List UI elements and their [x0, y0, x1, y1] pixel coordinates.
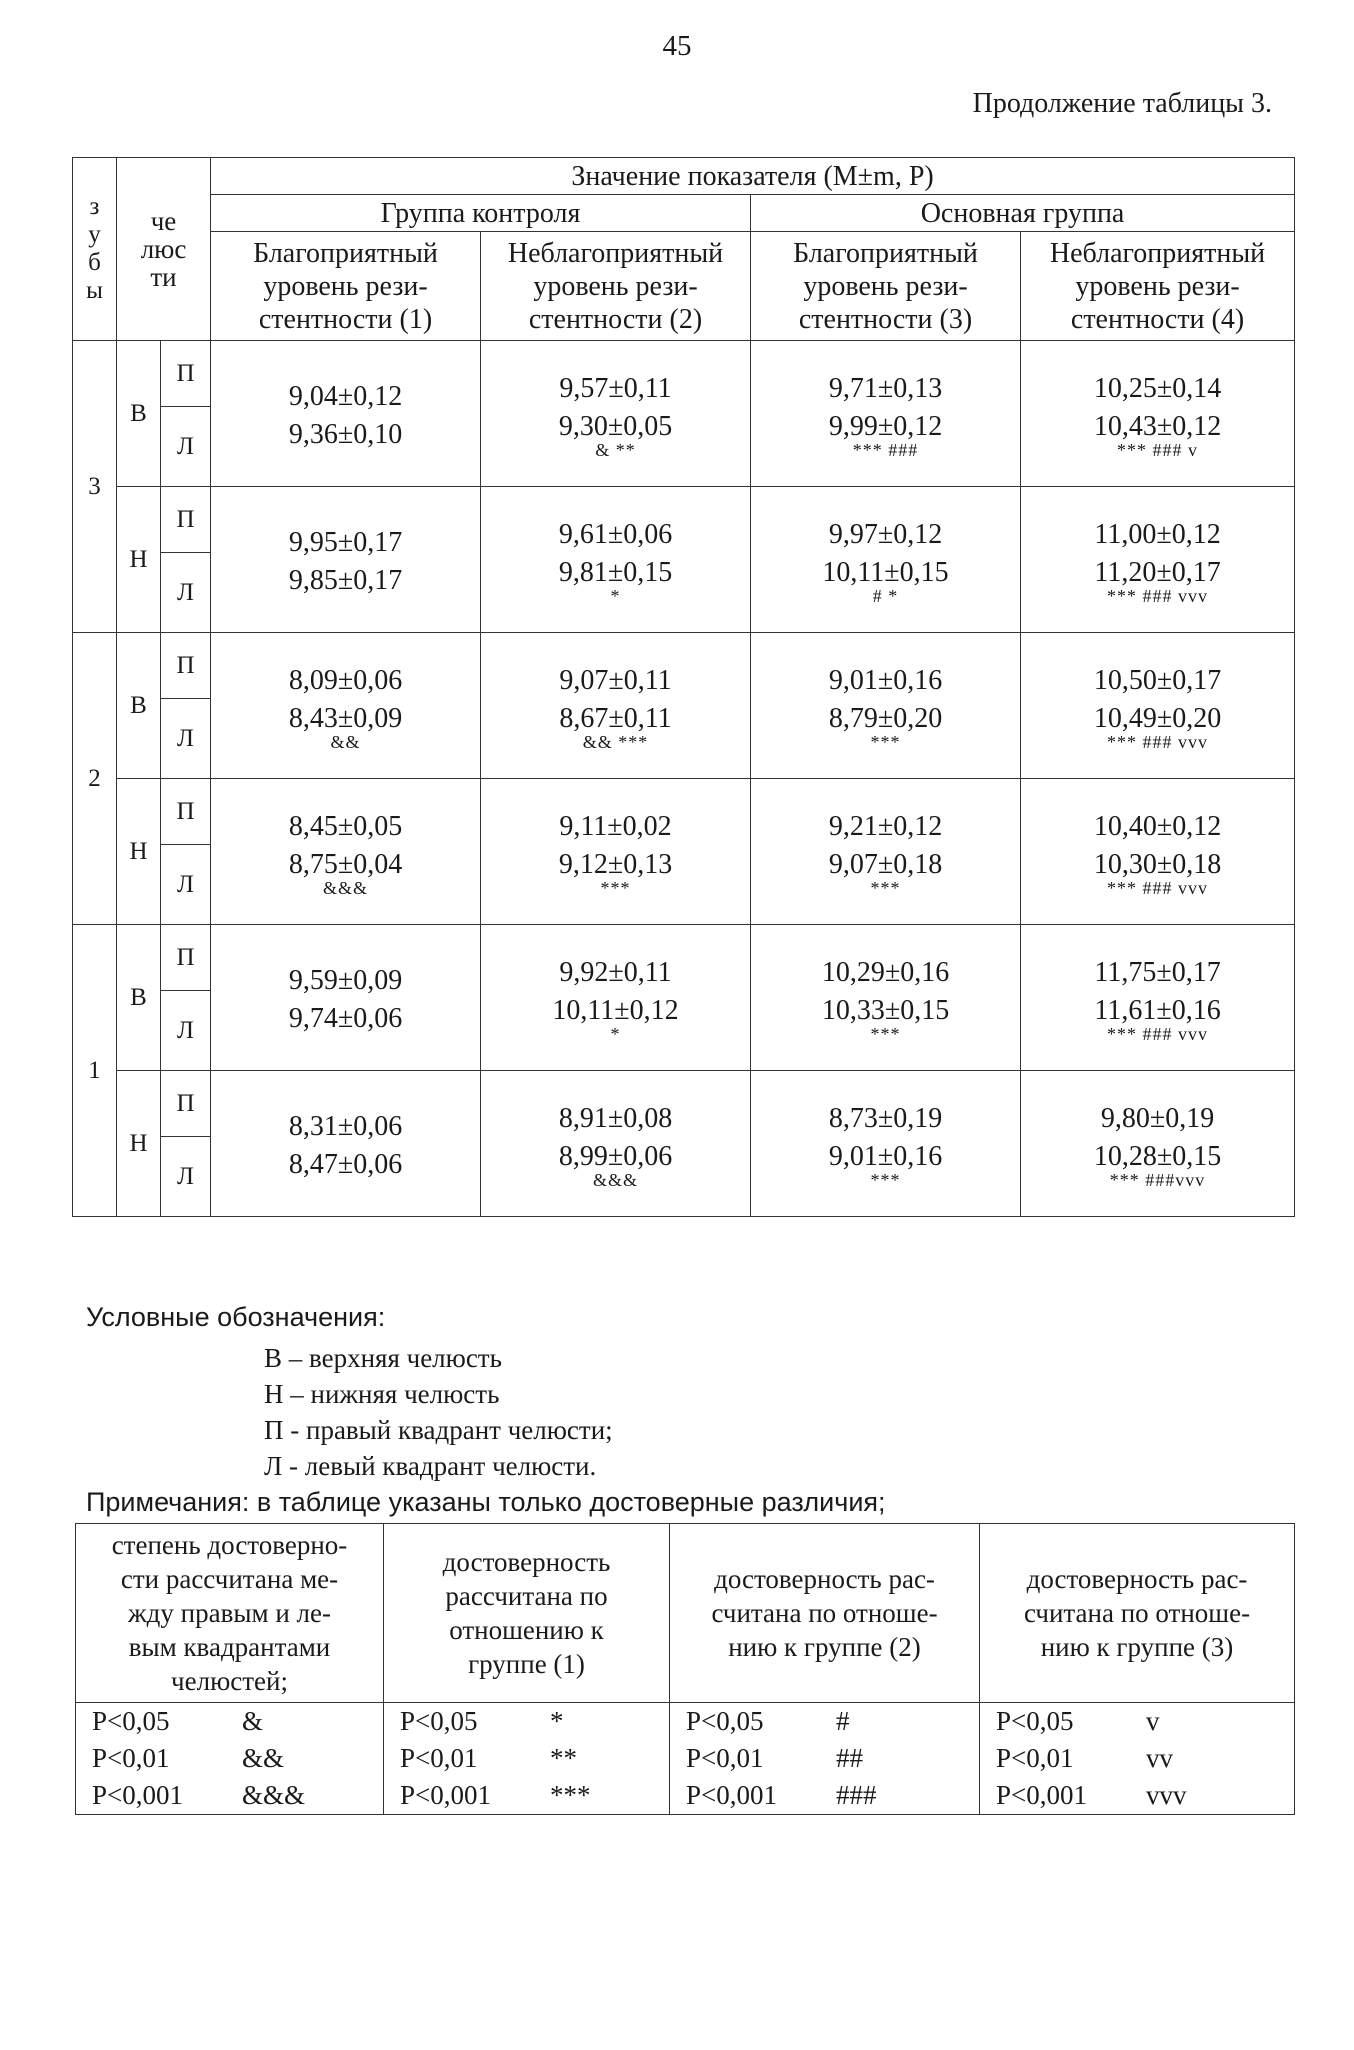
notes-value-cell [670, 1740, 980, 1777]
value-left: 10,11±0,15 [822, 556, 949, 588]
significance-marks: && [330, 731, 361, 752]
side-right-label: П [161, 341, 211, 407]
p-value: P<0,001 [996, 1780, 1087, 1810]
significance-symbol: # [836, 1706, 850, 1736]
significance-marks: &&& [323, 877, 369, 898]
p-value: P<0,01 [400, 1743, 478, 1773]
notes-value-cell [384, 1703, 670, 1741]
notes-value-cell [980, 1777, 1295, 1815]
value-left: 9,74±0,06 [288, 1002, 403, 1034]
notes-value-cell [76, 1740, 384, 1777]
p-value: P<0,001 [400, 1780, 491, 1810]
value-right: 9,57±0,11 [559, 372, 672, 404]
main-group-header: Основная группа [751, 195, 1295, 232]
significance-notes-table [75, 1523, 1295, 1815]
value-left: 10,43±0,12 [1093, 410, 1222, 442]
value-left: 8,75±0,04 [288, 848, 403, 880]
value-right: 9,21±0,12 [828, 810, 943, 842]
jaw-label: Н [117, 487, 161, 633]
value-right: 9,11±0,02 [559, 810, 672, 842]
value-right: 8,09±0,06 [288, 664, 403, 696]
jaw-column-header: че люс ти [117, 158, 211, 341]
significance-marks: *** [600, 877, 631, 898]
significance-marks: * [610, 585, 621, 606]
legend-item: Л - левый квадрант челюсти. [264, 1451, 597, 1481]
significance-marks: *** ### vvv [1107, 585, 1209, 606]
side-left-label: Л [161, 407, 211, 487]
value-cell [481, 341, 751, 487]
value-right: 9,07±0,11 [559, 664, 672, 696]
notes-header-cell: достоверность рас- считана по отноше- нию к группе (3) [980, 1524, 1295, 1703]
col3-header: Благоприятный уровень рези- стентности (3) [751, 232, 1021, 341]
value-right: 9,61±0,06 [558, 518, 673, 550]
value-cell [211, 341, 481, 487]
side-right-label: П [161, 487, 211, 553]
value-right: 10,29±0,16 [821, 956, 950, 988]
value-cell [481, 487, 751, 633]
value-left: 11,61±0,16 [1094, 994, 1221, 1026]
legend-title: Условные обозначения: [86, 1302, 386, 1332]
side-left-label: Л [161, 845, 211, 925]
significance-symbol: && [242, 1743, 285, 1773]
jaw-label: В [117, 633, 161, 779]
p-value: P<0,01 [92, 1743, 170, 1773]
legend-item: В – верхняя челюсть [264, 1343, 502, 1373]
value-left: 10,49±0,20 [1093, 702, 1222, 734]
value-right: 10,25±0,14 [1093, 372, 1222, 404]
value-left: 8,67±0,11 [559, 702, 672, 734]
value-right: 8,73±0,19 [828, 1102, 943, 1134]
significance-symbol: vv [1146, 1743, 1173, 1773]
value-right: 9,01±0,16 [828, 664, 943, 696]
value-cell [751, 633, 1021, 779]
value-cell [1021, 487, 1295, 633]
side-right-label: П [161, 925, 211, 991]
value-title-header: Значение показателя (M±m, P) [211, 158, 1295, 195]
results-table [72, 157, 1295, 1217]
value-left: 8,99±0,06 [558, 1140, 673, 1172]
jaw-label: Н [117, 1071, 161, 1217]
significance-symbol: * [550, 1706, 564, 1736]
significance-marks: *** [870, 1169, 901, 1190]
value-left: 9,81±0,15 [558, 556, 673, 588]
notes-value-cell [384, 1740, 670, 1777]
legend-item: П - правый квадрант челюсти; [264, 1415, 613, 1445]
value-left: 10,28±0,15 [1093, 1140, 1222, 1172]
jaw-label: В [117, 341, 161, 487]
value-cell [751, 1071, 1021, 1217]
notes-value-cell [980, 1703, 1295, 1741]
significance-marks: *** [870, 877, 901, 898]
value-right: 9,71±0,13 [828, 372, 943, 404]
significance-marks: * [610, 1023, 621, 1044]
notes-value-cell [670, 1777, 980, 1815]
value-right: 11,00±0,12 [1094, 518, 1221, 550]
significance-marks: && *** [582, 731, 649, 752]
page-number: 45 [662, 30, 692, 62]
value-right: 8,45±0,05 [288, 810, 403, 842]
value-right: 9,92±0,11 [559, 956, 672, 988]
value-right: 9,04±0,12 [288, 380, 403, 412]
notes-value-cell [670, 1703, 980, 1741]
p-value: P<0,05 [400, 1706, 478, 1736]
value-left: 8,43±0,09 [288, 702, 403, 734]
value-left: 9,01±0,16 [828, 1140, 943, 1172]
teeth-column-header: з у б ы [73, 158, 117, 341]
significance-symbol: ** [550, 1743, 577, 1773]
value-left: 10,30±0,18 [1093, 848, 1222, 880]
value-right: 10,40±0,12 [1093, 810, 1222, 842]
value-right: 9,95±0,17 [288, 526, 403, 558]
significance-symbol: & [242, 1706, 264, 1736]
significance-symbol: ### [836, 1780, 877, 1810]
value-right: 8,31±0,06 [288, 1110, 403, 1142]
p-value: P<0,05 [996, 1706, 1074, 1736]
p-value: P<0,05 [92, 1706, 170, 1736]
side-left-label: Л [161, 699, 211, 779]
value-left: 9,85±0,17 [288, 564, 403, 596]
tooth-number: 2 [73, 633, 117, 925]
notes-header-cell: достоверность рас- считана по отноше- нию к группе (2) [670, 1524, 980, 1703]
value-cell [1021, 341, 1295, 487]
value-cell [211, 633, 481, 779]
control-group-header: Группа контроля [211, 195, 751, 232]
side-right-label: П [161, 779, 211, 845]
side-left-label: Л [161, 553, 211, 633]
legend-item: Н – нижняя челюсть [264, 1379, 500, 1409]
side-left-label: Л [161, 991, 211, 1071]
significance-symbol: v [1146, 1706, 1160, 1736]
side-left-label: Л [161, 1137, 211, 1217]
value-left: 10,33±0,15 [821, 994, 950, 1026]
value-right: 8,91±0,08 [558, 1102, 673, 1134]
significance-marks: *** [870, 731, 901, 752]
notes-value-cell [76, 1703, 384, 1741]
p-value: P<0,01 [996, 1743, 1074, 1773]
value-left: 9,36±0,10 [288, 418, 403, 450]
significance-marks: & ** [595, 439, 636, 460]
value-left: 9,30±0,05 [558, 410, 673, 442]
significance-marks: *** ###vvv [1109, 1169, 1206, 1190]
value-cell [1021, 925, 1295, 1071]
value-left: 9,12±0,13 [558, 848, 673, 880]
value-left: 10,11±0,12 [552, 994, 679, 1026]
col1-header: Благоприятный уровень рези- стентности (1) [211, 232, 481, 341]
notes-value-cell [384, 1777, 670, 1815]
value-right: 9,59±0,09 [288, 964, 403, 996]
value-cell [211, 925, 481, 1071]
value-cell [481, 925, 751, 1071]
significance-marks: *** ### vvv [1107, 1023, 1209, 1044]
significance-marks: *** [870, 1023, 901, 1044]
value-cell [211, 1071, 481, 1217]
value-left: 8,79±0,20 [828, 702, 943, 734]
value-cell [751, 779, 1021, 925]
value-cell [1021, 1071, 1295, 1217]
significance-symbol: ## [836, 1743, 863, 1773]
notes-header-cell: степень достоверно- сти рассчитана ме- жду правым и ле- вым квадрантами челюстей; [76, 1524, 384, 1703]
value-cell [751, 487, 1021, 633]
value-cell [751, 925, 1021, 1071]
side-right-label: П [161, 1071, 211, 1137]
value-left: 11,20±0,17 [1094, 556, 1221, 588]
side-right-label: П [161, 633, 211, 699]
value-right: 9,80±0,19 [1100, 1102, 1215, 1134]
p-value: P<0,001 [686, 1780, 777, 1810]
value-left: 9,07±0,18 [828, 848, 943, 880]
significance-marks: &&& [593, 1169, 639, 1190]
value-cell [211, 487, 481, 633]
value-cell [481, 1071, 751, 1217]
p-value: P<0,01 [686, 1743, 764, 1773]
table-continuation-label: Продолжение таблицы 3. [972, 88, 1272, 119]
tooth-number: 1 [73, 925, 117, 1217]
value-right: 9,97±0,12 [828, 518, 943, 550]
notes-value-cell [76, 1777, 384, 1815]
significance-marks: *** ### [852, 439, 919, 460]
notes-header-cell: достоверность рассчитана по отношению к группе (1) [384, 1524, 670, 1703]
significance-symbol: vvv [1146, 1780, 1187, 1810]
note-text: Примечания: в таблице указаны только достоверные различия; [86, 1487, 886, 1517]
significance-marks: *** ### vvv [1107, 731, 1209, 752]
value-cell [481, 779, 751, 925]
value-cell [1021, 633, 1295, 779]
value-right: 10,50±0,17 [1093, 664, 1222, 696]
value-cell [1021, 779, 1295, 925]
p-value: P<0,001 [92, 1780, 183, 1810]
significance-symbol: *** [550, 1780, 591, 1810]
value-right: 11,75±0,17 [1094, 956, 1221, 988]
jaw-label: В [117, 925, 161, 1071]
tooth-number: 3 [73, 341, 117, 633]
value-left: 8,47±0,06 [288, 1148, 403, 1180]
value-cell [751, 341, 1021, 487]
value-left: 9,99±0,12 [828, 410, 943, 442]
jaw-label: Н [117, 779, 161, 925]
significance-marks: # * [872, 585, 899, 606]
col2-header: Неблагоприятный уровень рези- стентности (2) [481, 232, 751, 341]
significance-symbol: &&& [242, 1780, 306, 1810]
p-value: P<0,05 [686, 1706, 764, 1736]
significance-marks: *** ### v [1117, 439, 1199, 460]
value-cell [481, 633, 751, 779]
legend-list [264, 1340, 613, 1484]
value-cell [211, 779, 481, 925]
col4-header: Неблагоприятный уровень рези- стентности (4) [1021, 232, 1295, 341]
significance-marks: *** ### vvv [1107, 877, 1209, 898]
notes-value-cell [980, 1740, 1295, 1777]
